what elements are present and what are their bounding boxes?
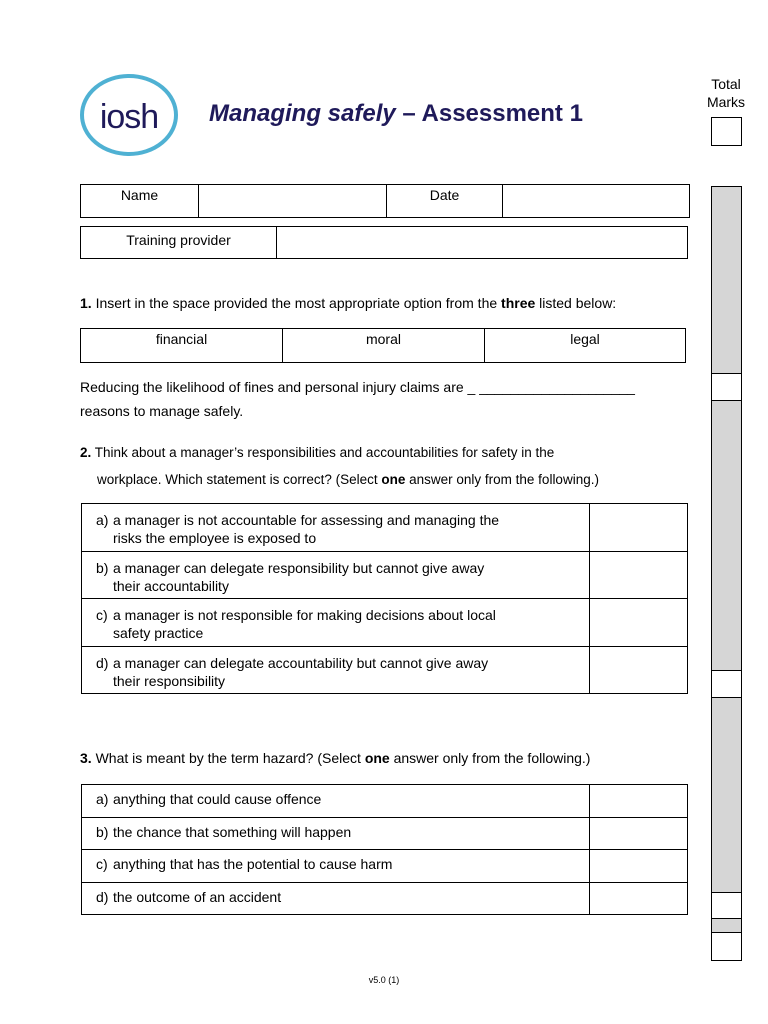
q2-number: 2.: [80, 445, 92, 460]
date-field[interactable]: [503, 185, 690, 218]
q2-answer-row-d: [82, 646, 688, 694]
q2-prompt-line1: [80, 445, 554, 460]
q3-answer-c: [82, 850, 590, 883]
title-course: Managing safely: [209, 100, 396, 127]
q3-answer-row-d: [82, 882, 688, 915]
q2-answer-d-letter: d): [96, 654, 109, 671]
q2-answer-d: [82, 646, 590, 694]
training-provider-table: [80, 226, 688, 259]
q3-answer-b-letter: b): [96, 823, 109, 840]
q3-answer-b-checkbox[interactable]: [590, 817, 688, 850]
page-title: [209, 100, 583, 128]
q3-prompt: [80, 750, 590, 766]
q2-answer-a-letter: a): [96, 512, 109, 528]
q1-statement-line2: reasons to manage safely.: [80, 403, 244, 419]
q3-extra-mark-box[interactable]: [711, 932, 742, 961]
q3-answer-b-text: the chance that something will happen: [113, 823, 352, 840]
q2-answer-a: [82, 504, 590, 552]
q2-answer-d-line2: their responsibility: [113, 672, 226, 689]
q3-answer-d-text: the outcome of an accident: [113, 888, 282, 905]
name-label: Name: [81, 185, 199, 218]
q2-answers-table: [81, 503, 688, 694]
q2-mark-box[interactable]: [711, 670, 742, 698]
q3-answer-a-text: anything that could cause offence: [113, 791, 322, 807]
title-assessment: – Assessment 1: [395, 100, 583, 127]
q3-answer-c-letter: c): [96, 856, 108, 872]
q1-number: 1.: [80, 295, 92, 311]
q2-prompt-line2: [97, 472, 599, 487]
q2-answer-c-line2: safety practice: [113, 625, 204, 641]
q2-answer-b-line2: their accountability: [113, 577, 229, 594]
q2-text-bold: one: [381, 472, 406, 487]
name-date-table: [80, 184, 690, 218]
q2-answer-d-checkbox[interactable]: [590, 646, 688, 694]
date-label: Date: [387, 185, 503, 218]
total-marks-label: [700, 75, 752, 111]
version-footer: v5.0 (1): [368, 975, 400, 985]
q3-answer-row-b: [82, 817, 688, 850]
q1-statement-line1[interactable]: Reducing the likelihood of fines and personal injury claims are _ ____________________: [80, 379, 635, 395]
iosh-logo: [80, 74, 178, 156]
q3-answer-b: [82, 817, 590, 850]
q3-answers-table: [81, 784, 688, 915]
training-provider-label: Training provider: [81, 227, 277, 259]
q3-answer-row-a: [82, 785, 688, 818]
q1-options-table: [80, 328, 686, 363]
q1-option-legal: legal: [485, 329, 686, 363]
marks-column: [711, 186, 742, 960]
q2-answer-row-b: [82, 551, 688, 599]
q3-answer-c-checkbox[interactable]: [590, 850, 688, 883]
q3-answer-d-letter: d): [96, 888, 109, 905]
q3-mark-box[interactable]: [711, 892, 742, 919]
q3-answer-d-checkbox[interactable]: [590, 882, 688, 915]
q2-answer-b: [82, 551, 590, 599]
q2-answer-b-checkbox[interactable]: [590, 551, 688, 599]
q3-text-before: What is meant by the term hazard? (Select: [91, 750, 365, 766]
logo-text: iosh: [99, 98, 159, 136]
q3-answer-row-c: [82, 850, 688, 883]
q2-answer-c-line1: a manager is not responsible for making decisions about local: [113, 607, 496, 623]
q2-text-after: answer only from the following.): [405, 472, 599, 487]
q1-mark-box[interactable]: [711, 373, 742, 401]
q2-answer-b-letter: b): [96, 559, 109, 576]
q2-answer-d-line1: a manager can delegate accountability but cannot give away: [113, 654, 489, 671]
q3-text-bold: one: [364, 750, 390, 766]
q1-text-after: listed below:: [535, 295, 617, 311]
q2-answer-b-line1: a manager can delegate responsibility but cannot give away: [113, 559, 485, 576]
q1-option-moral: moral: [283, 329, 485, 363]
q2-answer-a-line2: risks the employee is exposed to: [113, 530, 317, 546]
training-provider-field[interactable]: [277, 227, 688, 259]
q3-answer-a: [82, 785, 590, 818]
total-marks-line1: Total: [711, 76, 741, 92]
q2-text-line1: Think about a manager’s responsibilities and accountabilities for safety in the: [91, 445, 555, 460]
q2-answer-c: [82, 599, 590, 647]
name-field[interactable]: [199, 185, 387, 218]
q3-text-after: answer only from the following.): [389, 750, 591, 766]
q3-answer-a-letter: a): [96, 791, 109, 807]
q2-answer-c-letter: c): [96, 607, 108, 623]
q3-number: 3.: [80, 750, 92, 766]
q2-answer-a-checkbox[interactable]: [590, 504, 688, 552]
total-marks-box[interactable]: [711, 117, 742, 146]
total-marks-line2: Marks: [706, 94, 746, 110]
q3-answer-d: [82, 882, 590, 915]
q1-text-before: Insert in the space provided the most appropriate option from the: [91, 295, 502, 311]
q2-answer-a-line1: a manager is not accountable for assessing and managing the: [113, 512, 500, 528]
q2-answer-row-c: [82, 599, 688, 647]
q3-answer-a-checkbox[interactable]: [590, 785, 688, 818]
q1-text-bold: three: [501, 295, 536, 311]
q2-text-before: workplace. Which statement is correct? (Select: [97, 472, 382, 487]
q3-answer-c-text: anything that has the potential to cause harm: [113, 856, 393, 872]
q2-answer-c-checkbox[interactable]: [590, 599, 688, 647]
q1-option-financial: financial: [81, 329, 283, 363]
q2-answer-row-a: [82, 504, 688, 552]
q1-prompt: [80, 295, 616, 311]
